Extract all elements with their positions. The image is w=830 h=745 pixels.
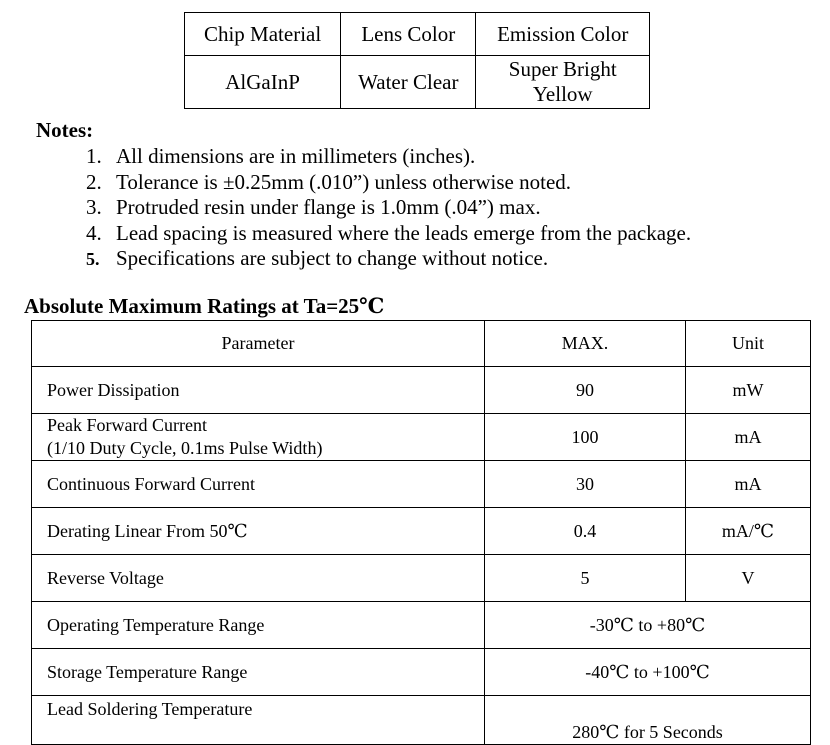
unit-cell: V	[686, 555, 811, 602]
parameter-cell: Power Dissipation	[32, 367, 485, 414]
table-row	[32, 508, 811, 555]
unit-cell: mA	[686, 414, 811, 461]
notes-list	[86, 144, 691, 273]
chip-spec-table	[184, 12, 650, 109]
list-number: 3.	[86, 195, 102, 219]
max-cell: 5	[485, 555, 686, 602]
parameter-cell: Lead Soldering Temperature	[32, 696, 485, 745]
table-cell	[476, 56, 650, 109]
max-cell: 90	[485, 367, 686, 414]
cell-line: Yellow	[532, 82, 593, 106]
list-text: Lead spacing is measured where the leads emerge from the package.	[116, 220, 692, 245]
range-cell: -30℃ to +80℃	[485, 602, 811, 649]
list-text: Protruded resin under flange is 1.0mm (.04”) max.	[116, 195, 541, 219]
list-item	[86, 221, 691, 247]
parameter-name: Peak Forward Current	[47, 415, 207, 435]
parameter-cell: Storage Temperature Range	[32, 649, 485, 696]
section-title: Absolute Maximum Ratings at Ta=25℃	[24, 294, 385, 318]
list-item	[86, 170, 691, 196]
table-row	[32, 461, 811, 508]
list-number: 4.	[86, 220, 102, 245]
header-cell: Emission Color	[476, 13, 650, 56]
unit-cell: mW	[686, 367, 811, 414]
table-row	[185, 56, 650, 109]
parameter-note: (1/10 Duty Cycle, 0.1ms Pulse Width)	[47, 438, 323, 458]
range-cell: 280℃ for 5 Seconds	[485, 696, 811, 745]
parameter-cell: Derating Linear From 50℃	[32, 508, 485, 555]
list-item	[86, 246, 691, 273]
parameter-cell: Continuous Forward Current	[32, 461, 485, 508]
header-cell-max: MAX.	[485, 321, 686, 367]
list-item	[86, 195, 691, 221]
ratings-table	[31, 320, 811, 745]
table-header-row	[32, 321, 811, 367]
table-row	[32, 414, 811, 461]
table-header-row	[185, 13, 650, 56]
notes-title: Notes:	[36, 118, 94, 142]
table-row	[32, 555, 811, 602]
list-text: Tolerance is ±0.25mm (.010”) unless otherwise noted.	[116, 169, 572, 194]
parameter-cell: Operating Temperature Range	[32, 602, 485, 649]
range-cell: -40℃ to +100℃	[485, 649, 811, 696]
table-row	[32, 649, 811, 696]
max-cell: 100	[485, 414, 686, 461]
list-item	[86, 144, 691, 170]
header-cell: Chip Material	[185, 13, 341, 56]
list-number: 5.	[86, 249, 100, 269]
parameter-cell: Reverse Voltage	[32, 555, 485, 602]
list-text: All dimensions are in millimeters (inches).	[116, 144, 476, 168]
unit-cell: mA	[686, 461, 811, 508]
parameter-cell	[32, 414, 485, 461]
list-text: Specifications are subject to change without notice.	[116, 246, 549, 270]
list-number: 1.	[86, 144, 102, 168]
table-cell: Water Clear	[341, 56, 476, 109]
header-cell: Lens Color	[341, 13, 476, 56]
header-cell-unit: Unit	[686, 321, 811, 367]
max-cell: 0.4	[485, 508, 686, 555]
header-cell-parameter: Parameter	[32, 321, 485, 367]
table-row	[32, 367, 811, 414]
table-row	[32, 602, 811, 649]
table-row	[32, 696, 811, 745]
list-number: 2.	[86, 169, 102, 194]
unit-cell: mA/℃	[686, 508, 811, 555]
cell-line: Super Bright	[508, 57, 617, 81]
table-cell: AlGaInP	[185, 56, 341, 109]
max-cell: 30	[485, 461, 686, 508]
